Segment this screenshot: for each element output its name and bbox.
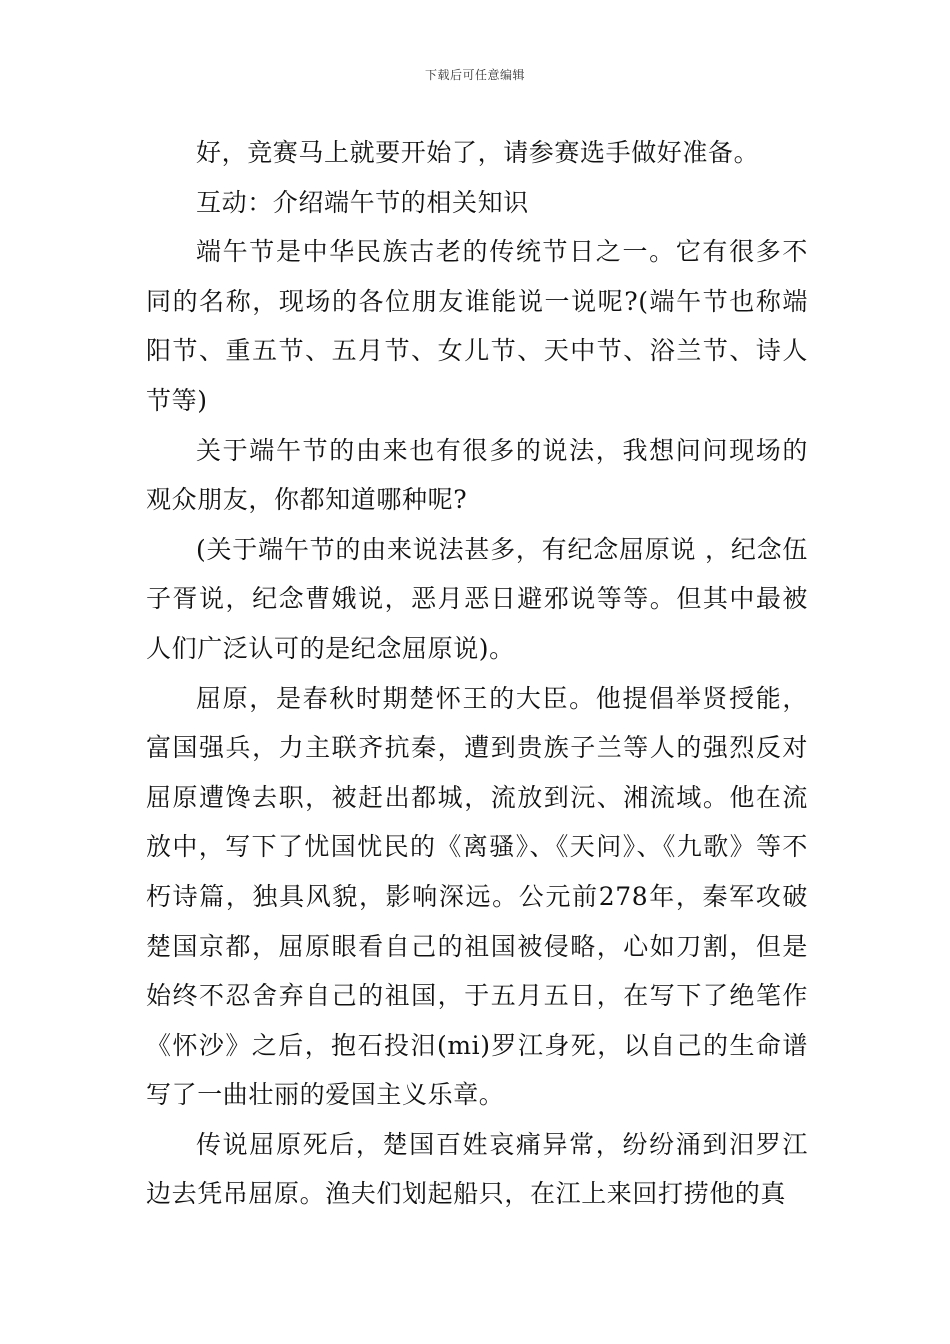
paragraph: 好，竞赛马上就要开始了，请参赛选手做好准备。 [196, 138, 760, 167]
document-body [146, 128, 808, 1219]
page-header: 下载后可任意编辑 [424, 68, 525, 82]
paragraph: 传说屈原死后，楚国百姓哀痛异常，纷纷涌到汨罗江边去凭吊屈原。渔夫们划起船只，在江上来回打捞他的真 [146, 1129, 808, 1209]
paragraph: (关于端午节的由来说法甚多，有纪念屈原说 ，纪念伍子胥说，纪念曹娥说，恶月恶日避邪说等等。但其中最被人们广泛认可的是纪念屈原说)。 [146, 534, 808, 663]
paragraph: 屈原，是春秋时期楚怀王的大臣。他提倡举贤授能，富国强兵，力主联齐抗秦，遭到贵族子兰等人的强烈反对屈原遭馋去职，被赶出都城，流放到沅、湘流域。他在流放中，写下了忧国忧民的《离骚》、《天问》、《九歌》等不朽诗篇，独具风貌，影响深远。公元前278年，秦军攻破楚国京都，屈原眼看自己的祖国被侵略，心如刀割，但是始终不忍舍弃自己的祖国，于五月五日，在写下了绝笔作《怀沙》之后，抱石投汨(mi)罗江身死，以自己的生命谱写了一曲壮丽的爱国主义乐章。 [146, 683, 808, 1110]
paragraph: 关于端午节的由来也有很多的说法，我想问问现场的观众朋友，你都知道哪种呢? [146, 435, 808, 515]
paragraph: 互动：介绍端午节的相关知识 [196, 187, 529, 217]
paragraph: 端午节是中华民族古老的传统节日之一。它有很多不同的名称，现场的各位朋友谁能说一说呢?(端午节也称端阳节、重五节、五月节、女儿节、天中节、浴兰节、诗人节等) [146, 237, 808, 415]
